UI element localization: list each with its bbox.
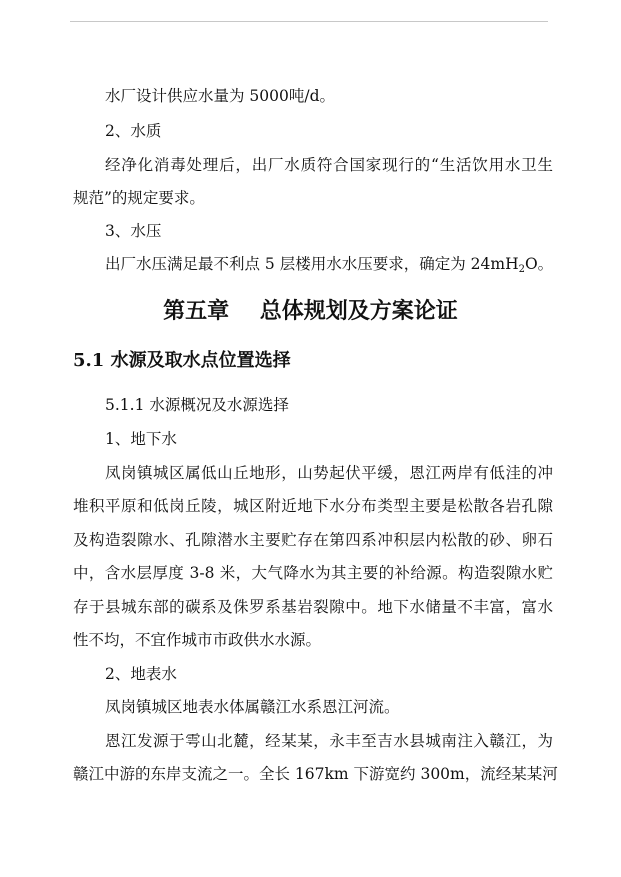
- paragraph-water-quality-line: 经净化消毒处理后，出厂水质符合国家现行的“生活饮用水卫生: [105, 156, 553, 174]
- paragraph-surface-water: 凤岗镇城区地表水体属赣江水系恩江河流。: [105, 698, 400, 716]
- chapter-title: 第五章 总体规划及方案论证: [163, 298, 458, 324]
- subsection-title: 5.1.1 水源概况及水源选择: [105, 396, 289, 414]
- paragraph-groundwater-line: 及构造裂隙水、孔隙潜水主要贮存在第四系冲积层内松散的砂、卵石: [73, 531, 553, 549]
- paragraph-water-pressure: [105, 254, 553, 274]
- heading-groundwater: 1、地下水: [105, 430, 177, 448]
- paragraph-groundwater-line: 中，含水层厚度 3-8 米，大气降水为其主要的补给源。构造裂隙水贮: [73, 564, 553, 582]
- section-title: 5.1 水源及取水点位置选择: [73, 350, 291, 371]
- paragraph-river-line: 恩江发源于雩山北麓，经某某，永丰至吉水县城南注入赣江，为: [105, 732, 553, 750]
- paragraph-water-quality-line: 规范”的规定要求。: [73, 189, 205, 207]
- paragraph-groundwater-line: 存于县城东部的碳系及侏罗系基岩裂隙中。地下水储量不丰富，富水: [73, 598, 553, 616]
- heading-water-quality: 2、水质: [105, 122, 162, 140]
- heading-surface-water: 2、地表水: [105, 665, 177, 683]
- pressure-text-end: O。: [524, 255, 554, 273]
- paragraph-river-line: 赣江中游的东岸支流之一。全长 167km 下游宽约 300m，流经某某河: [73, 765, 558, 783]
- paragraph-design-capacity: 水厂设计供应水量为 5000吨/d。: [105, 87, 336, 105]
- pressure-text: 出厂水压满足最不利点 5 层楼用水水压要求，确定为 24mH: [105, 255, 519, 273]
- paragraph-groundwater-line: 性不均，不宜作城市市政供水水源。: [73, 631, 322, 649]
- heading-water-pressure: 3、水压: [105, 222, 162, 240]
- paragraph-groundwater-line: 凤岗镇城区属低山丘地形，山势起伏平缓，恩江两岸有低洼的冲: [105, 464, 553, 482]
- header-rule: [70, 21, 548, 22]
- pressure-subscript: 2: [518, 264, 525, 275]
- paragraph-groundwater-line: 堆积平原和低岗丘陵，城区附近地下水分布类型主要是松散各岩孔隙: [73, 497, 553, 515]
